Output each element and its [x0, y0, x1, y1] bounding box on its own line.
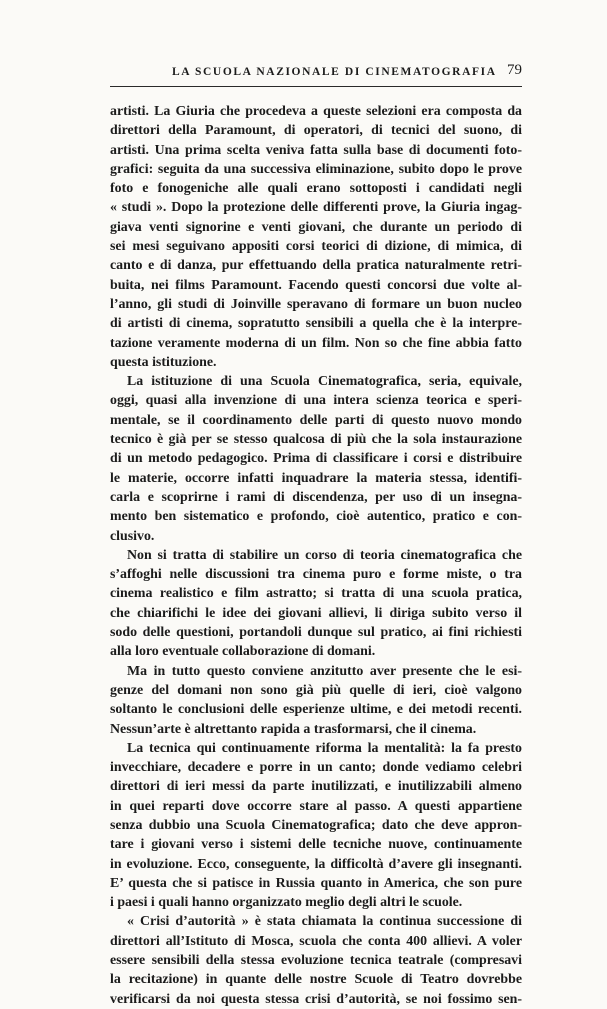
- text-line: grafici: seguita da una successiva eliminazione, subito dopo le prove: [110, 161, 522, 177]
- text-line: tare i giovani verso i sistemi delle tecniche nuove, continuamente: [110, 837, 522, 853]
- text-line: tazione veramente moderna di un film. Non so che fine abbia fatto: [110, 335, 522, 351]
- text-line: Ma in tutto questo conviene anzitutto aver presente che le esi-: [127, 663, 522, 679]
- page-number: 79: [507, 62, 522, 78]
- text-line: oggi, quasi alla invenzione di una intera scienza teorica e speri-: [110, 393, 522, 409]
- text-line: questa istituzione.: [110, 354, 217, 370]
- text-line: foto e fonogeniche alle quali erano sottoposti i candidati negli: [110, 181, 522, 197]
- text-line: sei mesi seguivano appositi corsi teorici di dizione, di mimica, di: [110, 239, 522, 255]
- text-line: di un metodo pedagogico. Prima di classificare i corsi e distribuire: [110, 451, 522, 467]
- text-line: direttori della Paramount, di operatori, di tecnici del suono, di: [110, 123, 522, 139]
- header-rule: [110, 86, 522, 87]
- body-text: [110, 102, 522, 1009]
- text-line: tecnico è già per se stesso qualcosa di più che la sola instaurazione: [110, 432, 522, 448]
- text-line: « Crisi d’autorità » è stata chiamata la continua successione di: [127, 914, 522, 930]
- text-line: s’affoghi nelle discussioni tra cinema puro e forme miste, o tra: [110, 567, 522, 583]
- text-line: direttori di ieri messi da parte inutilizzati, e inutilizzabili almeno: [110, 779, 522, 795]
- text-line: in quei reparti dove occorre stare al passo. A questi appartiene: [110, 798, 522, 814]
- text-line: Non si tratta di stabilire un corso di teoria cinematografica che: [127, 547, 522, 563]
- running-head: [110, 64, 522, 84]
- text-line: invecchiare, decadere e porre in un canto; donde vediamo celebri: [110, 760, 522, 776]
- text-line: essere sensibili della stessa evoluzione tecnica teatrale (compresavi: [110, 953, 522, 969]
- text-line: carla e scoprirne i rami di discendenza, per uso di un insegna-: [110, 489, 522, 505]
- text-line: artisti. Una prima scelta veniva fatta sulla base di documenti foto-: [110, 142, 522, 158]
- text-line: buita, nei films Paramount. Facendo questi concorsi due volte al-: [110, 277, 522, 293]
- text-line: l’anno, gli studi di Joinville speravano di formare un buon nucleo: [110, 296, 522, 312]
- text-line: di artisti di cinema, sopratutto sensibili a quella che è la interpre-: [110, 316, 522, 332]
- text-line: La istituzione di una Scuola Cinematografica, seria, equivale,: [127, 374, 522, 390]
- running-title: LA SCUOLA NAZIONALE DI CINEMATOGRAFIA: [172, 66, 497, 78]
- text-line: Nessun’arte è altrettanto rapida a trasformarsi, che il cinema.: [110, 721, 477, 737]
- text-line: mentale, se il coordinamento delle parti di questo nuovo mondo: [110, 412, 522, 428]
- text-line: in evoluzione. Ecco, conseguente, la difficoltà d’avere gli insegnanti.: [110, 856, 522, 872]
- text-line: clusivo.: [110, 528, 155, 544]
- text-line: direttori all’Istituto di Mosca, scuola che conta 400 allievi. A voler: [110, 933, 522, 949]
- text-line: canto e di danza, pur effettuando della pratica naturalmente retri-: [110, 258, 522, 274]
- text-line: E’ questa che si patisce in Russia quanto in America, che son pure: [110, 875, 522, 891]
- text-line: sodo delle questioni, portandoli dunque sul pratico, ai fini richiesti: [110, 625, 522, 641]
- text-line: alla loro eventuale collaborazione di domani.: [110, 644, 376, 660]
- text-line: i paesi i quali hanno organizzato meglio degli altri le scuole.: [110, 895, 463, 911]
- text-line: soltanto le conclusioni delle esperienze ultime, e dei metodi recenti.: [110, 702, 522, 718]
- text-line: la recitazione) in quante delle nostre Scuole di Teatro dovrebbe: [110, 972, 522, 988]
- text-line: senza dubbio una Scuola Cinematografica; dato che deve appron-: [110, 817, 522, 833]
- text-line: « studi ». Dopo la protezione delle differenti prove, la Giuria ingag-: [110, 200, 522, 216]
- text-line: cinema realistico e film astratto; si tratta di una scuola pratica,: [110, 586, 522, 602]
- text-line: mento ben sistematico e profondo, cioè autentico, pratico e con-: [110, 509, 522, 525]
- text-line: La tecnica qui continuamente riforma la mentalità: la fa presto: [127, 740, 522, 756]
- text-line: genze del domani non sono già più quelle di ieri, cioè valgono: [110, 682, 522, 698]
- text-line: verificarsi da noi questa stessa crisi d’autorità, se noi fossimo sen-: [110, 991, 522, 1007]
- text-line: che chiarifichi le idee dei giovani allievi, li diriga subito verso il: [110, 605, 522, 621]
- text-line: le materie, occorre infatti inquadrare la materia stessa, identifi-: [110, 470, 522, 486]
- text-line: artisti. La Giuria che procedeva a queste selezioni era composta da: [110, 104, 522, 119]
- text-line: giava venti signorine e venti giovani, che durante un periodo di: [110, 219, 522, 235]
